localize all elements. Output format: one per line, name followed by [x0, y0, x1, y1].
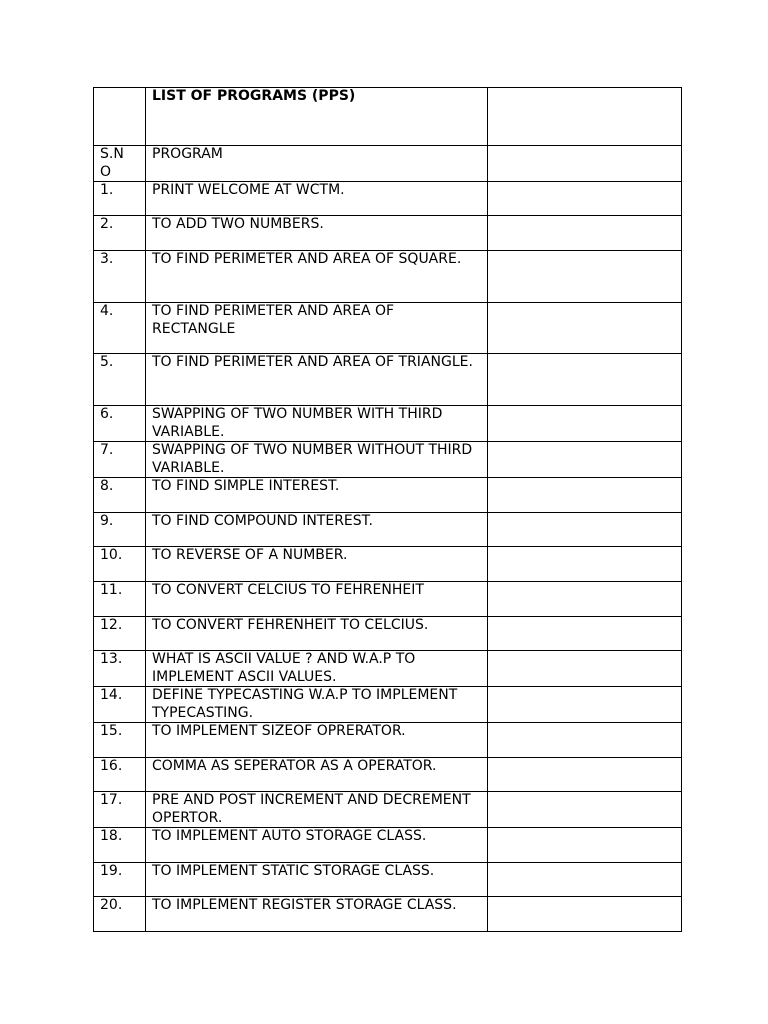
blank-cell: [488, 513, 682, 547]
row-number: 13.: [94, 651, 146, 687]
blank-cell: [488, 651, 682, 687]
row-number: 16.: [94, 758, 146, 792]
program-name: SWAPPING OF TWO NUMBER WITH THIRD VARIABLE.: [146, 406, 488, 442]
row-number: 2.: [94, 216, 146, 251]
table-row: [94, 182, 682, 216]
table-row: [94, 303, 682, 354]
blank-cell: [488, 216, 682, 251]
blank-cell: [488, 547, 682, 582]
header-blank-cell: [488, 146, 682, 182]
blank-cell: [488, 897, 682, 932]
table-row: [94, 617, 682, 651]
table-row: [94, 828, 682, 863]
blank-cell: [488, 582, 682, 617]
program-name: WHAT IS ASCII VALUE ? AND W.A.P TO IMPLEMENT ASCII VALUES.: [146, 651, 488, 687]
row-number: 19.: [94, 863, 146, 897]
blank-cell: [488, 723, 682, 758]
blank-cell: [488, 687, 682, 723]
row-number: 6.: [94, 406, 146, 442]
program-name: PRE AND POST INCREMENT AND DECREMENT OPERTOR.: [146, 792, 488, 828]
table-row: [94, 442, 682, 478]
program-name: TO REVERSE OF A NUMBER.: [146, 547, 488, 582]
header-row: [94, 146, 682, 182]
table-row: [94, 758, 682, 792]
program-name: TO IMPLEMENT REGISTER STORAGE CLASS.: [146, 897, 488, 932]
row-number: 17.: [94, 792, 146, 828]
table-row: [94, 651, 682, 687]
row-number: 11.: [94, 582, 146, 617]
program-name: SWAPPING OF TWO NUMBER WITHOUT THIRD VARIABLE.: [146, 442, 488, 478]
row-number: 12.: [94, 617, 146, 651]
blank-cell: [488, 863, 682, 897]
row-number: 7.: [94, 442, 146, 478]
program-name: TO ADD TWO NUMBERS.: [146, 216, 488, 251]
row-number: 10.: [94, 547, 146, 582]
row-number: 9.: [94, 513, 146, 547]
blank-cell: [488, 617, 682, 651]
blank-cell: [488, 828, 682, 863]
row-number: 14.: [94, 687, 146, 723]
program-header: PROGRAM: [146, 146, 488, 182]
program-name: TO IMPLEMENT AUTO STORAGE CLASS.: [146, 828, 488, 863]
table-row: [94, 513, 682, 547]
program-name: TO FIND COMPOUND INTEREST.: [146, 513, 488, 547]
row-number: 8.: [94, 478, 146, 513]
program-name: TO IMPLEMENT STATIC STORAGE CLASS.: [146, 863, 488, 897]
program-name: PRINT WELCOME AT WCTM.: [146, 182, 488, 216]
table-row: [94, 792, 682, 828]
table-row: [94, 406, 682, 442]
table-row: [94, 863, 682, 897]
program-name: TO FIND PERIMETER AND AREA OF TRIANGLE.: [146, 354, 488, 406]
program-name: TO FIND SIMPLE INTEREST.: [146, 478, 488, 513]
row-number: 3.: [94, 251, 146, 303]
row-number: 18.: [94, 828, 146, 863]
program-name: TO FIND PERIMETER AND AREA OF RECTANGLE: [146, 303, 488, 354]
blank-cell: [488, 442, 682, 478]
blank-cell: [488, 406, 682, 442]
table-row: [94, 582, 682, 617]
title-empty-cell: [94, 88, 146, 146]
blank-cell: [488, 354, 682, 406]
program-name: DEFINE TYPECASTING W.A.P TO IMPLEMENT TYPECASTING.: [146, 687, 488, 723]
page-title: LIST OF PROGRAMS (PPS): [146, 88, 488, 146]
program-name: TO IMPLEMENT SIZEOF OPRERATOR.: [146, 723, 488, 758]
blank-cell: [488, 251, 682, 303]
row-number: 5.: [94, 354, 146, 406]
title-blank-cell: [488, 88, 682, 146]
program-name: COMMA AS SEPERATOR AS A OPERATOR.: [146, 758, 488, 792]
table-row: [94, 478, 682, 513]
row-number: 20.: [94, 897, 146, 932]
blank-cell: [488, 182, 682, 216]
title-row: [94, 88, 682, 146]
programs-table: [93, 87, 682, 932]
row-number: 1.: [94, 182, 146, 216]
program-name: TO CONVERT FEHRENHEIT TO CELCIUS.: [146, 617, 488, 651]
row-number: 4.: [94, 303, 146, 354]
row-number: 15.: [94, 723, 146, 758]
blank-cell: [488, 792, 682, 828]
table-row: [94, 897, 682, 932]
program-name: TO CONVERT CELCIUS TO FEHRENHEIT: [146, 582, 488, 617]
program-name: TO FIND PERIMETER AND AREA OF SQUARE.: [146, 251, 488, 303]
blank-cell: [488, 478, 682, 513]
table-row: [94, 723, 682, 758]
table-row: [94, 354, 682, 406]
sno-header: S.N O: [94, 146, 146, 182]
blank-cell: [488, 758, 682, 792]
table-row: [94, 251, 682, 303]
blank-cell: [488, 303, 682, 354]
table-row: [94, 216, 682, 251]
table-row: [94, 547, 682, 582]
table-row: [94, 687, 682, 723]
